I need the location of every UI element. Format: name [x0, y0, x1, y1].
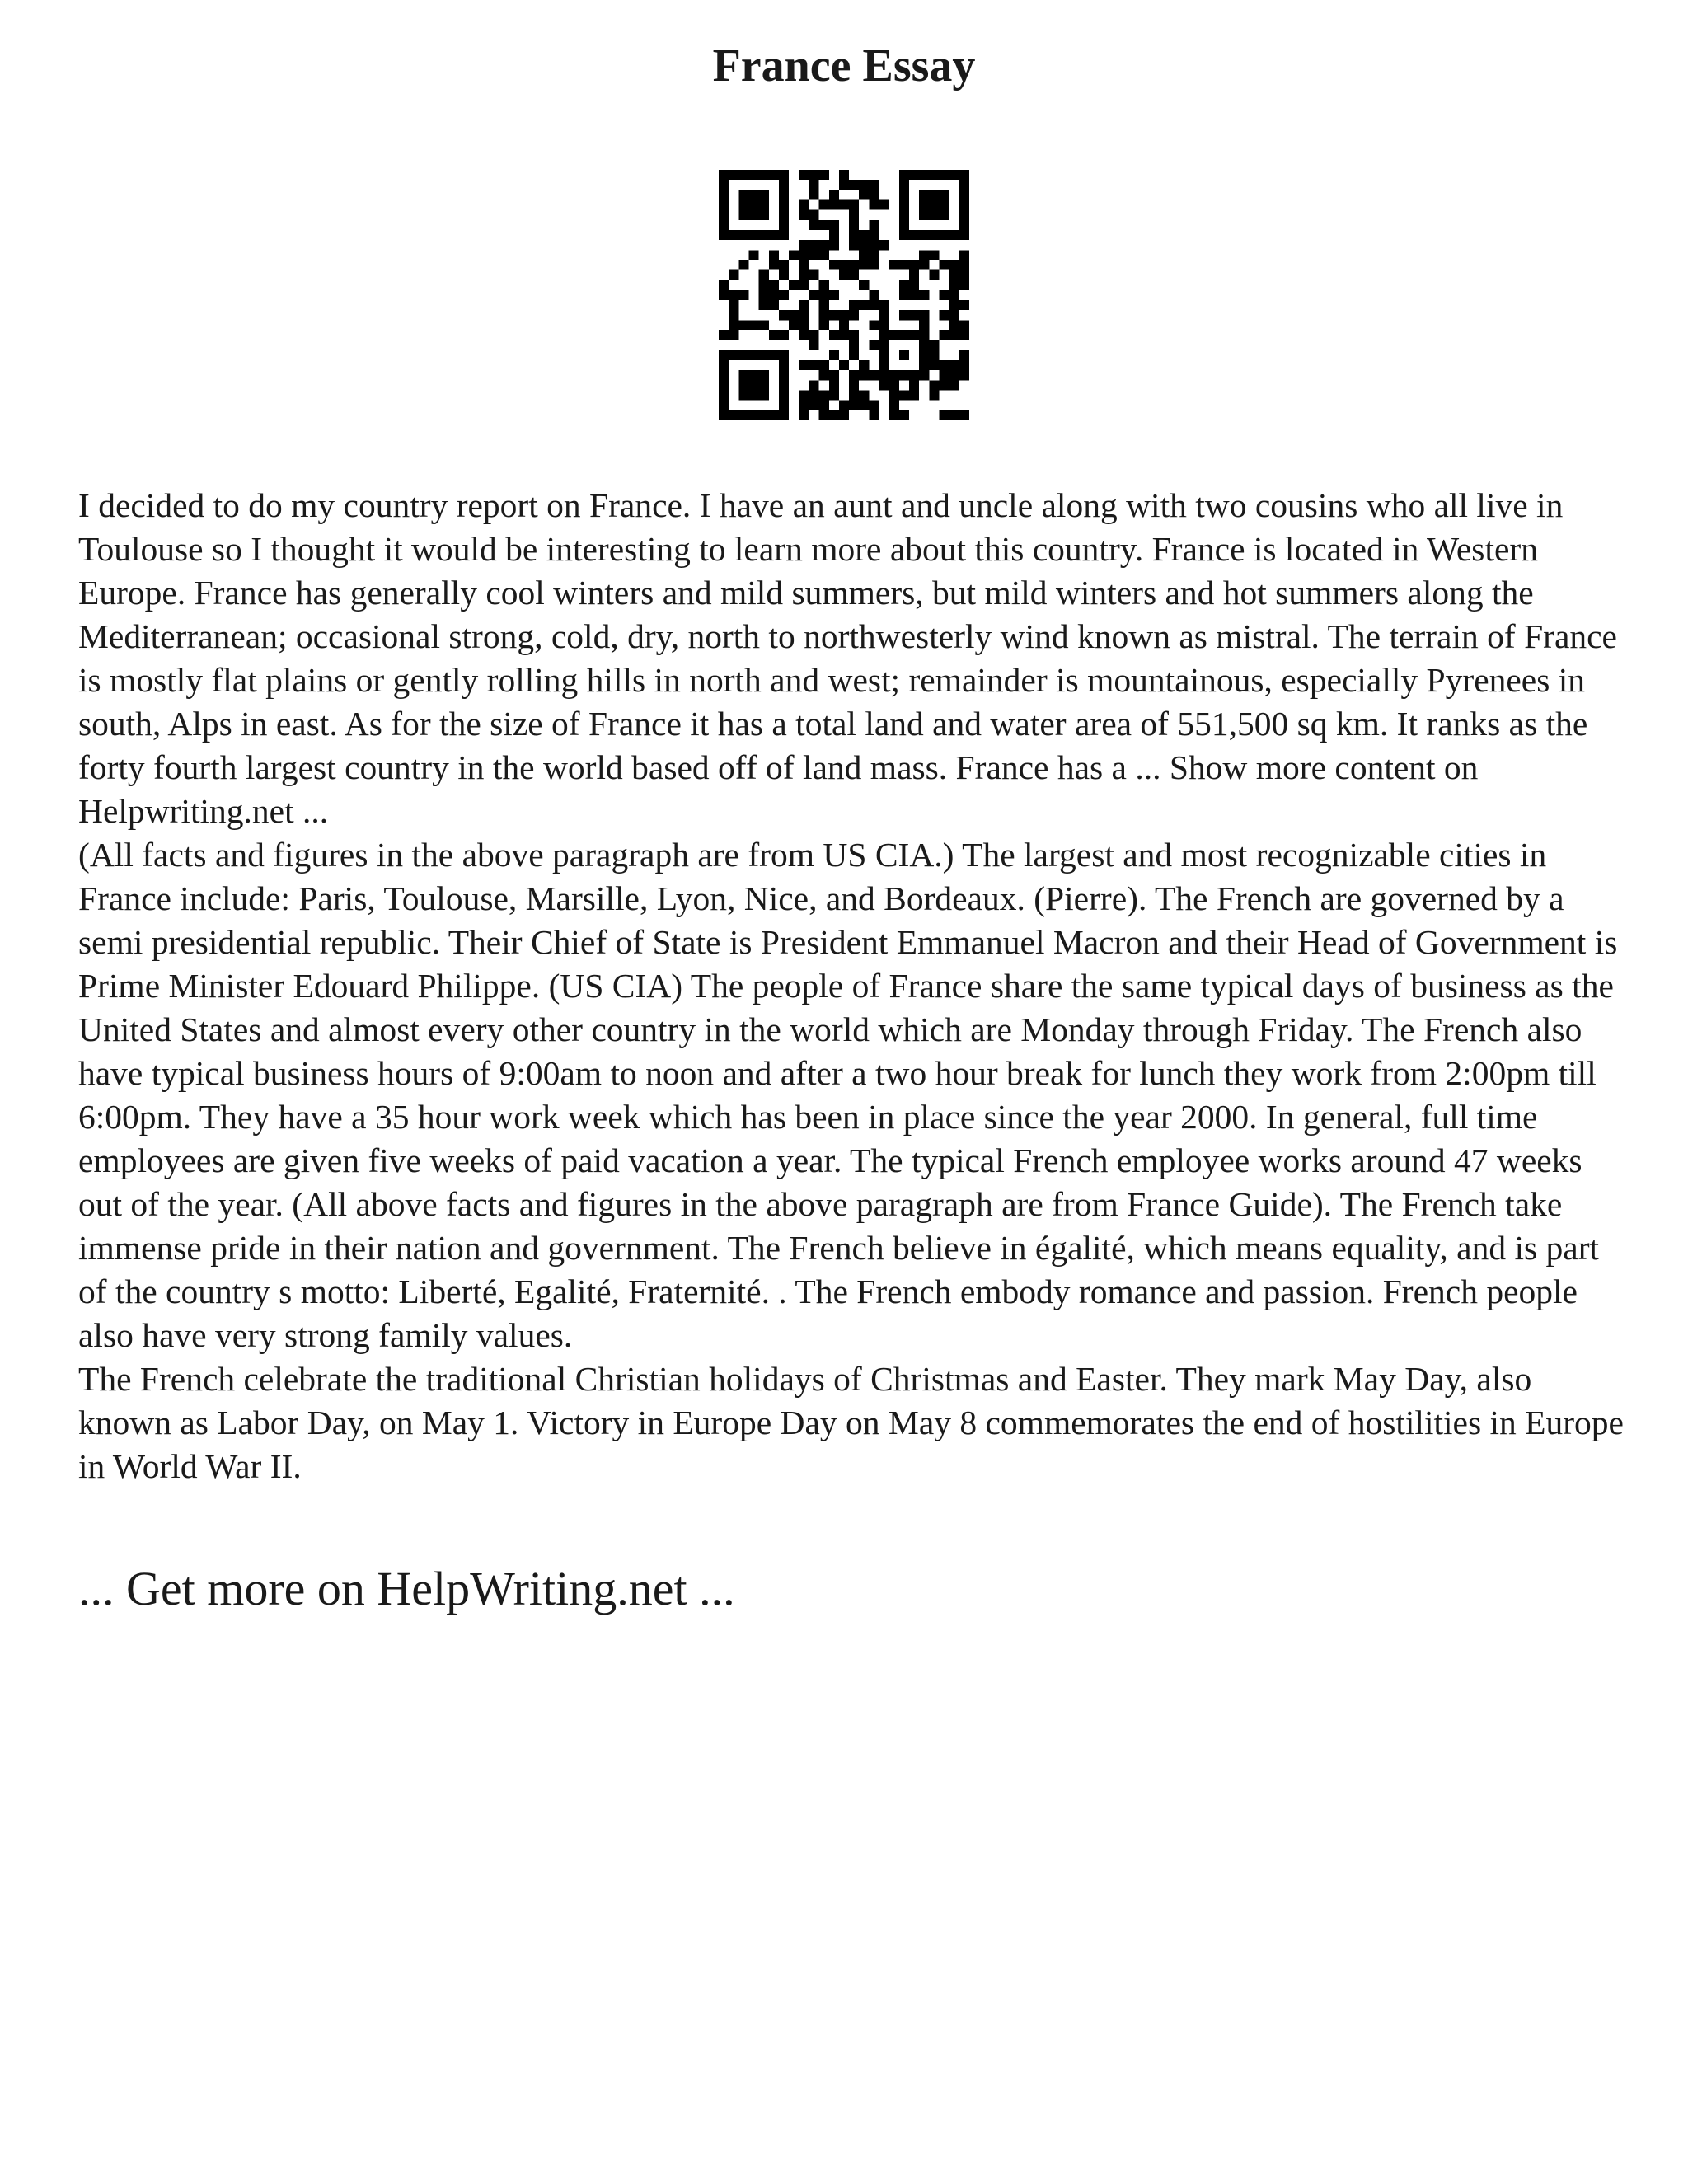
- page-title: France Essay: [712, 40, 976, 91]
- qr-code-icon: [719, 170, 969, 420]
- essay-body: [78, 484, 1628, 1488]
- paragraph-2: (All facts and figures in the above paragraph are from US CIA.) The largest and most recognizable cities in France include: Paris, Toulouse, Marsille, Lyon, Nice, and Bordeaux. (Pierre). The French are governed by a semi presidential republic. Their Chief of State is President Emmanuel Macron and their Head of Government is Prime Minister Edouard Philippe. (US CIA) The people of France share the same typical days of business as the United States and almost every other country in the world which are Monday through Friday. The French also have typical business hours of 9:00am to noon and after a two hour break for lunch they work from 2:00pm till 6:00pm. They have a 35 hour work week which has been in place since the year 2000. In general, full time employees are given five weeks of paid vacation a year. The typical French employee works around 47 weeks out of the year. (All above facts and figures in the above paragraph are from France Guide). The French take immense pride in their nation and government. The French believe in égalité, which means equality, and is part of the country s motto: Liberté, Egalité, Fraternité. . The French embody romance and passion. French people also have very strong family values.: [78, 836, 1618, 1354]
- paragraph-3: The French celebrate the traditional Christian holidays of Christmas and Easter. They mark May Day, also known as Labor Day, on May 1. Victory in Europe Day on May 8 commemorates the end of hostilities in Europe in World War II.: [78, 1360, 1624, 1485]
- paragraph-1: I decided to do my country report on France. I have an aunt and uncle along with two cousins who all live in Toulouse so I thought it would be interesting to learn more about this country. France is located in Western Europe. France has generally cool winters and mild summers, but mild winters and hot summers along the Mediterranean; occasional strong, cold, dry, north to northwesterly wind known as mistral. The terrain of France is mostly flat plains or gently rolling hills in north and west; remainder is mountainous, especially Pyrenees in south, Alps in east. As for the size of France it has a total land and water area of 551,500 sq km. It ranks as the forty fourth largest country in the world based off of land mass. France has a ... Show more content on Helpwriting.net ...: [78, 486, 1617, 830]
- get-more-link[interactable]: ... Get more on HelpWriting.net ...: [78, 1562, 735, 1615]
